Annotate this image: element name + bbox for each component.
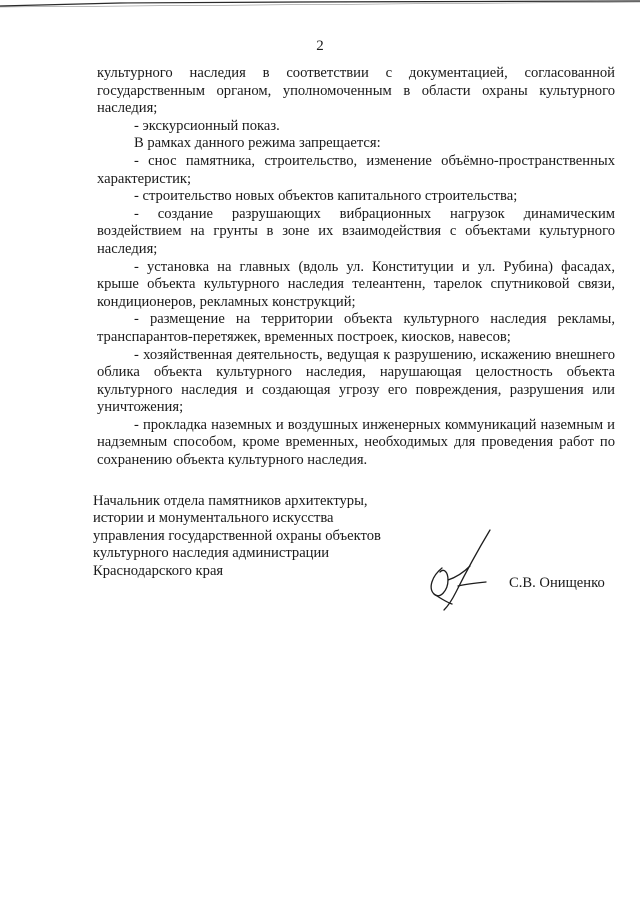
page-number: 2 xyxy=(316,38,324,54)
list-item-economic-activity: - хозяйственная деятельность, ведущая к разрушению, искажению внешнего облика объекта культурного наследия, нарушающая целостность объекта культурного наследия и создающая угрозу его повреждения, разрушения или уничтожения; xyxy=(97,346,615,416)
prohibitions-heading: В рамках данного режима запрещается: xyxy=(134,135,381,152)
list-item-advertising: - размещение на территории объекта культурного наследия рекламы, транспарантов-перетяжек, временных построек, киосков, навесов; xyxy=(97,311,615,345)
signature-icon xyxy=(418,528,498,612)
document-body xyxy=(97,65,615,470)
scan-top-edge xyxy=(0,0,640,14)
list-item-new-construction: - строительство новых объектов капитального строительства; xyxy=(134,188,518,205)
list-item-demolition: - снос памятника, строительство, изменение объёмно-пространственных характеристик; xyxy=(97,152,615,187)
signatory-name: С.В. Онищенко xyxy=(509,575,605,591)
signatory-position: Начальник отдела памятников архитектуры, истории и монументального искусства управления государственной охраны объектов культурного наследия администрации Краснодарского края xyxy=(93,493,381,579)
paragraph-continuation: культурного наследия в соответствии с документацией, согласованной государственным органом, уполномоченным в области охраны культурного наследия; xyxy=(97,65,615,117)
list-item-facade-installation: - установка на главных (вдоль ул. Конституции и ул. Рубина) фасадах, крыше объекта культурного наследия телеантенн, тарелок спутниковой связи, кондиционеров, рекламных конструкций; xyxy=(97,258,615,310)
list-item-utilities: - прокладка наземных и воздушных инженерных коммуникаций наземным и надземным способом, кроме временных, необходимых для проведения работ по сохранению объекта культурного наследия. xyxy=(97,416,615,469)
list-item-excursion: - экскурсионный показ. xyxy=(134,117,280,134)
list-item-vibration: - создание разрушающих вибрационных нагрузок динамическим воздействием на грунты в зоне их взаимодействия с объектами культурного наследия; xyxy=(97,205,615,257)
